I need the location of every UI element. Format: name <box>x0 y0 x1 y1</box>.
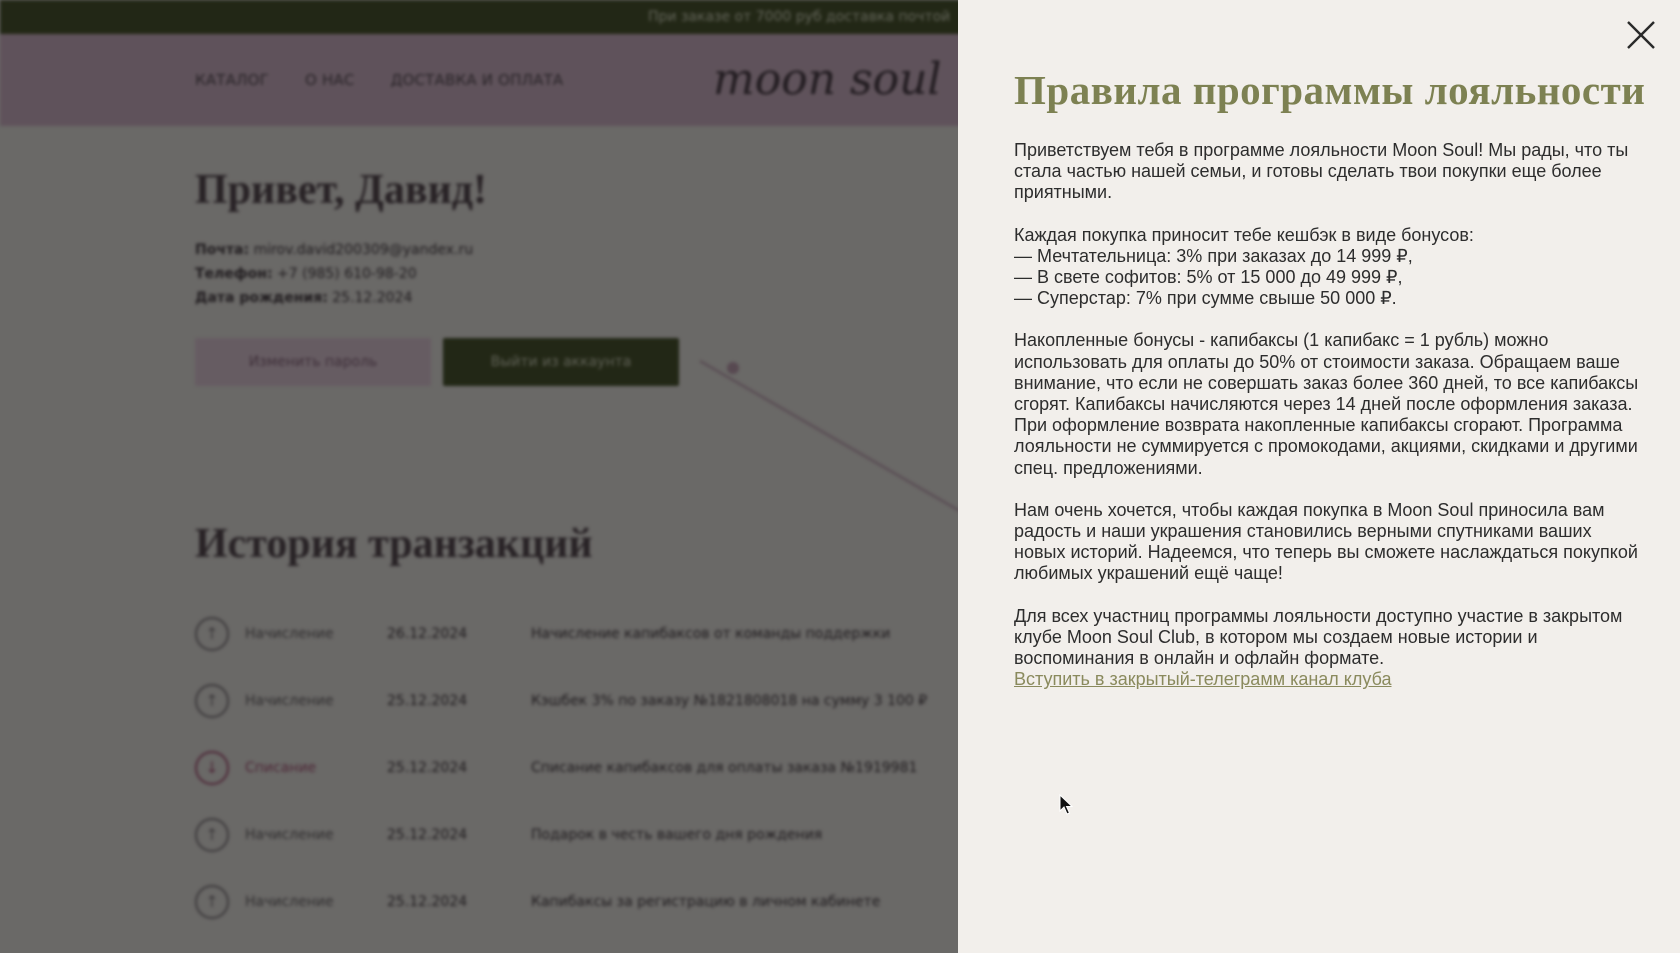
tier-dreamer: — Мечтательница: 3% при заказах до 14 999 ₽, <box>1014 245 1413 266</box>
close-button[interactable] <box>1624 18 1658 52</box>
close-icon <box>1624 18 1658 52</box>
cashback-paragraph <box>1014 225 1644 310</box>
cursor-icon <box>1059 794 1073 816</box>
club-text: Для всех участниц программы лояльности доступно участие в закрытом клубе Moon Soul Club, в котором мы создаем новые истории и воспоминания в онлайн и офлайн формате. <box>1014 605 1623 669</box>
drawer-content <box>1014 140 1644 711</box>
wishes-paragraph: Нам очень хочется, чтобы каждая покупка в Moon Soul приносила вам радость и наши украшения становились верными спутниками ваших новых историй. Надеемся, что теперь вы сможете наслаждаться покупкой любимых украшений ещё чаще! <box>1014 499 1638 584</box>
club-paragraph <box>1014 606 1644 691</box>
cashback-intro: Каждая покупка приносит тебе кешбэк в виде бонусов: <box>1014 224 1474 245</box>
tier-superstar: — Суперстар: 7% при сумме свыше 50 000 ₽. <box>1014 288 1397 309</box>
join-club-link[interactable]: Вступить в закрытый-телеграмм канал клуба <box>1014 669 1392 690</box>
drawer-title: Правила программы лояльности <box>1014 67 1646 113</box>
tier-spotlight: — В свете софитов: 5% от 15 000 до 49 999 ₽, <box>1014 267 1403 288</box>
intro-paragraph: Приветствуем тебя в программе лояльности Moon Soul! Мы рады, что ты стала частью нашей семьи, и готовы сделать твои покупки еще более приятными. <box>1014 140 1629 203</box>
bonus-rules-paragraph: Накопленные бонусы - капибаксы (1 капибакс = 1 рубль) можно использовать для оплаты до 50% от стоимости заказа. Обращаем ваше внимание, что если не совершать заказ более 360 дней, то все капибаксы сгорят. Капибаксы начисляются через 14 дней после оформления заказа. При оформление возврата накопленные капибаксы сгорают. Программа лояльности не суммируется с промокодами, акциями, скидками и другими спец. предложениями. <box>1014 330 1639 478</box>
